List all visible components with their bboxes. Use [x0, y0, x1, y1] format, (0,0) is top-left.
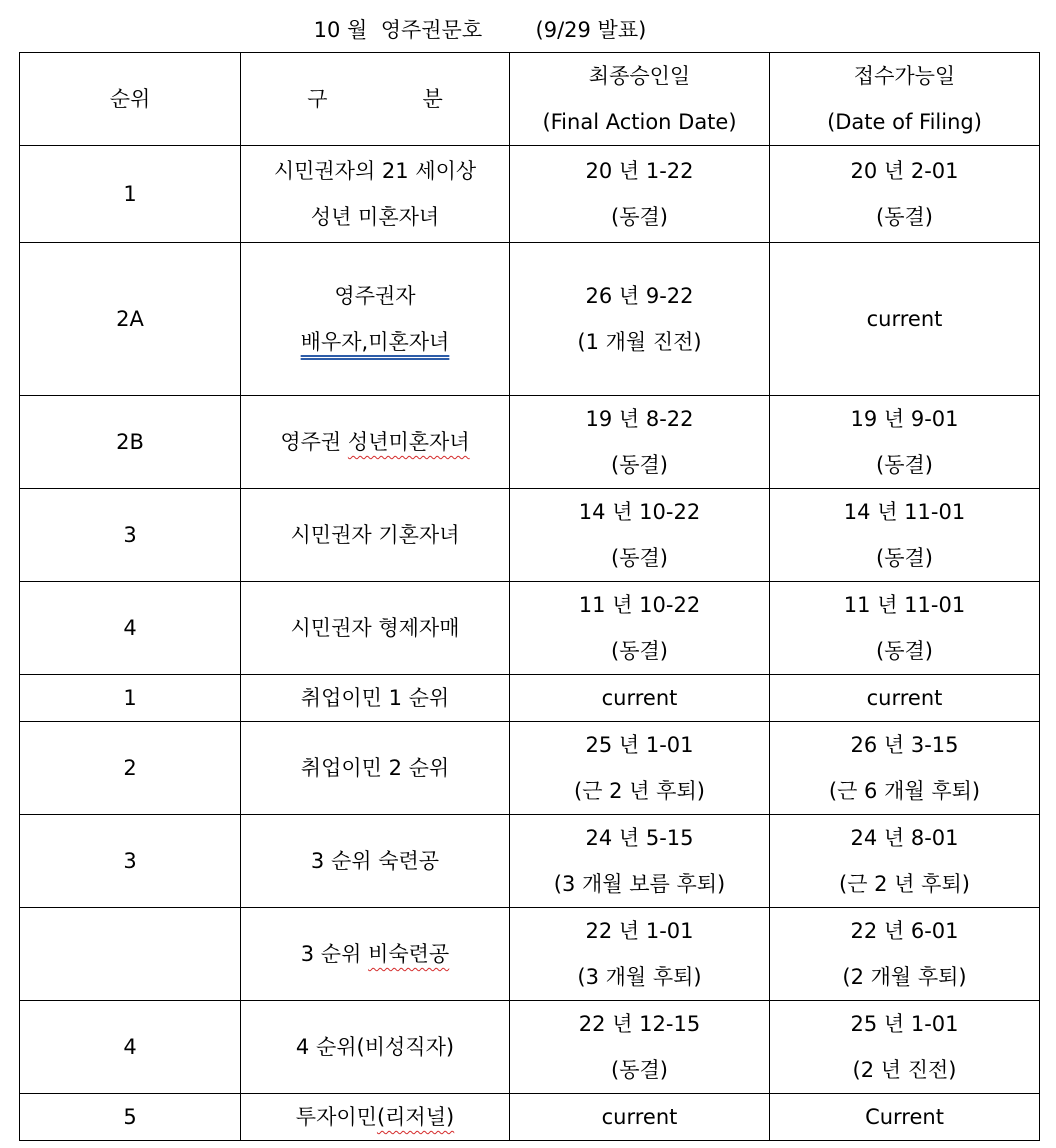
filing-change: (동결): [876, 205, 933, 229]
final-date: 24 년 5-15: [585, 826, 694, 850]
category-line: 시민권자 형제자매: [290, 616, 460, 640]
filing-date: 22 년 6-01: [850, 919, 959, 943]
category-cell: [241, 908, 510, 1001]
final-action-cell: [510, 396, 770, 489]
filing-change: (2 개월 후퇴): [842, 965, 967, 989]
final-change: (3 개월 후퇴): [577, 965, 702, 989]
category-cell: [241, 146, 510, 243]
final-action-cell: [510, 243, 770, 396]
final-action-cell: [510, 1094, 770, 1141]
category-line: 영주권자: [334, 284, 416, 308]
category-line: 시민권자 기혼자녀: [290, 523, 460, 547]
filing-date: current: [866, 686, 943, 710]
header-filing: [770, 53, 1040, 146]
filing-change: (근 2 년 후퇴): [839, 872, 970, 896]
category-line-wrap: [241, 319, 509, 365]
category-cell: [241, 396, 510, 489]
category-line: 시민권자의 21 세이상: [273, 159, 477, 183]
category-marked: 성년미혼자녀: [347, 430, 470, 454]
document-title: [0, 14, 960, 44]
rank-cell: 3: [20, 489, 241, 582]
final-change: (동결): [611, 205, 668, 229]
filing-date: 11 년 11-01: [843, 593, 966, 617]
final-change: (동결): [611, 639, 668, 663]
final-action-cell: [510, 722, 770, 815]
final-change: (동결): [611, 546, 668, 570]
filing-date: current: [866, 307, 943, 331]
category-prefix: 영주권: [280, 430, 348, 454]
table-row: [20, 722, 1040, 815]
rank-cell: 1: [20, 146, 241, 243]
table-row: [20, 908, 1040, 1001]
final-date: 26 년 9-22: [585, 284, 694, 308]
filing-change: (동결): [876, 453, 933, 477]
category-cell: [241, 243, 510, 396]
table-row: [20, 489, 1040, 582]
category-line: 배우자,미혼자녀: [300, 330, 450, 354]
final-date: current: [601, 686, 678, 710]
category-prefix: 3 순위: [300, 942, 369, 966]
rank-cell: 3: [20, 815, 241, 908]
final-change: (1 개월 진전): [577, 330, 702, 354]
rank-cell: 2: [20, 722, 241, 815]
table-row: [20, 396, 1040, 489]
category-marked: (리저널): [376, 1105, 455, 1129]
category-cell: [241, 1001, 510, 1094]
final-change: (동결): [611, 1058, 668, 1082]
category-cell: [241, 582, 510, 675]
category-cell: [241, 722, 510, 815]
final-action-cell: [510, 815, 770, 908]
table-header-row: [20, 53, 1040, 146]
filing-cell: [770, 908, 1040, 1001]
table-row: [20, 1001, 1040, 1094]
table-row: [20, 243, 1040, 396]
final-date: 20 년 1-22: [585, 159, 694, 183]
filing-cell: [770, 243, 1040, 396]
rank-cell: 4: [20, 1001, 241, 1094]
header-final-line1: 최종승인일: [588, 64, 691, 88]
filing-cell: [770, 675, 1040, 722]
category-prefix: 투자이민: [295, 1105, 377, 1129]
header-rank: 순위: [20, 53, 241, 146]
final-action-cell: [510, 146, 770, 243]
final-date: 25 년 1-01: [585, 733, 694, 757]
header-category: [241, 53, 510, 146]
filing-cell: [770, 1094, 1040, 1141]
category-cell: [241, 815, 510, 908]
category-cell: [241, 1094, 510, 1141]
category-marked: 비숙련공: [368, 942, 450, 966]
final-date: 14 년 10-22: [578, 500, 701, 524]
filing-date: 25 년 1-01: [850, 1012, 959, 1036]
final-action-cell: [510, 675, 770, 722]
filing-date: 14 년 11-01: [843, 500, 966, 524]
filing-cell: [770, 146, 1040, 243]
final-date: 22 년 1-01: [585, 919, 694, 943]
filing-cell: [770, 722, 1040, 815]
rank-cell: 4: [20, 582, 241, 675]
header-category-b: 분: [422, 87, 443, 111]
rank-cell: [20, 908, 241, 1001]
final-action-cell: [510, 908, 770, 1001]
category-cell: [241, 489, 510, 582]
title-main: 10 월 영주권문호: [313, 18, 483, 42]
table-row: [20, 582, 1040, 675]
table-row: [20, 1094, 1040, 1141]
filing-cell: [770, 1001, 1040, 1094]
final-action-cell: [510, 489, 770, 582]
category-cell: [241, 675, 510, 722]
filing-cell: [770, 396, 1040, 489]
table-row: [20, 815, 1040, 908]
filing-change: (동결): [876, 546, 933, 570]
final-date: 19 년 8-22: [585, 407, 694, 431]
filing-cell: [770, 815, 1040, 908]
final-change: (동결): [611, 453, 668, 477]
title-date: (9/29 발표): [535, 18, 647, 42]
category-line: 성년 미혼자녀: [310, 205, 440, 229]
category-line: 취업이민 2 순위: [300, 756, 450, 780]
filing-cell: [770, 582, 1040, 675]
filing-date: 19 년 9-01: [850, 407, 959, 431]
header-final-action: [510, 53, 770, 146]
final-action-cell: [510, 1001, 770, 1094]
final-date: 11 년 10-22: [578, 593, 701, 617]
table-row: [20, 675, 1040, 722]
filing-date: 20 년 2-01: [850, 159, 959, 183]
rank-cell: 1: [20, 675, 241, 722]
final-date: 22 년 12-15: [578, 1012, 701, 1036]
category-line: 4 순위(비성직자): [295, 1035, 455, 1059]
final-change: (근 2 년 후퇴): [574, 779, 705, 803]
header-filing-line2: (Date of Filing): [827, 110, 982, 134]
filing-change: (근 6 개월 후퇴): [828, 779, 981, 803]
header-category-a: 구: [307, 87, 328, 111]
filing-date: 24 년 8-01: [850, 826, 959, 850]
final-date: current: [601, 1105, 678, 1129]
table-row: [20, 146, 1040, 243]
filing-date: Current: [865, 1105, 944, 1129]
filing-change: (2 년 진전): [852, 1058, 957, 1082]
category-line: 3 순위 숙련공: [310, 849, 440, 873]
final-action-cell: [510, 582, 770, 675]
filing-date: 26 년 3-15: [850, 733, 959, 757]
rank-cell: 5: [20, 1094, 241, 1141]
rank-cell: 2A: [20, 243, 241, 396]
header-filing-line1: 접수가능일: [853, 64, 956, 88]
header-final-line2: (Final Action Date): [542, 110, 737, 134]
filing-change: (동결): [876, 639, 933, 663]
rank-cell: 2B: [20, 396, 241, 489]
category-line: 취업이민 1 순위: [300, 686, 450, 710]
visa-bulletin-table: [19, 52, 1040, 1141]
filing-cell: [770, 489, 1040, 582]
final-change: (3 개월 보름 후퇴): [553, 872, 726, 896]
